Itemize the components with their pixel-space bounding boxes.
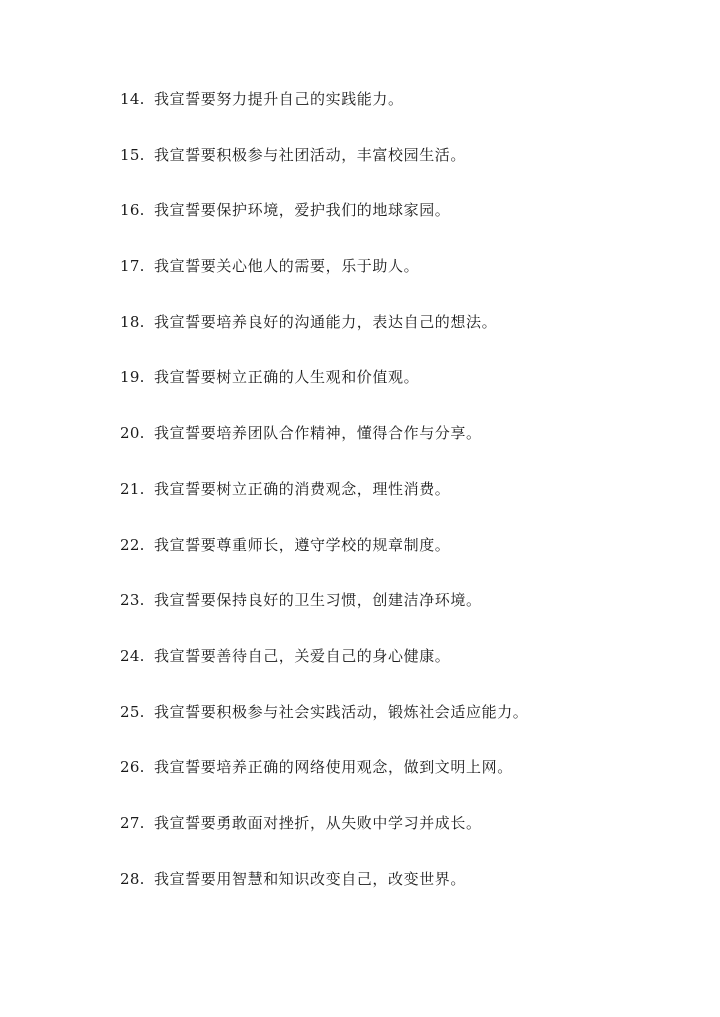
list-item xyxy=(120,810,528,866)
item-number: 17. xyxy=(120,257,145,276)
item-text: 我宣誓要树立正确的消费观念，理性消费。 xyxy=(154,479,451,498)
item-number: 18. xyxy=(120,312,145,331)
item-text: 我宣誓要勇敢面对挫折，从失败中学习并成长。 xyxy=(154,813,482,832)
item-text: 我宣誓要培养良好的沟通能力，表达自己的想法。 xyxy=(154,312,498,331)
oath-list xyxy=(120,86,528,921)
item-text: 我宣誓要善待自己，关爱自己的身心健康。 xyxy=(154,646,451,665)
item-text: 我宣誓要用智慧和知识改变自己，改变世界。 xyxy=(154,869,467,888)
item-text: 我宣誓要努力提升自己的实践能力。 xyxy=(154,90,404,108)
item-number: 14. xyxy=(120,90,145,108)
item-text: 我宣誓要保持良好的卫生习惯，创建洁净环境。 xyxy=(154,591,482,610)
list-item xyxy=(120,532,528,588)
list-item xyxy=(120,86,528,142)
list-item xyxy=(120,866,528,922)
item-text: 我宣誓要树立正确的人生观和价值观。 xyxy=(154,368,420,387)
item-text: 我宣誓要关心他人的需要，乐于助人。 xyxy=(154,257,420,276)
list-item xyxy=(120,420,528,476)
list-item xyxy=(120,587,528,643)
list-item xyxy=(120,197,528,253)
item-number: 19. xyxy=(120,368,145,387)
item-number: 24. xyxy=(120,646,145,665)
item-number: 23. xyxy=(120,591,145,610)
item-number: 20. xyxy=(120,424,145,443)
list-item xyxy=(120,309,528,365)
list-item xyxy=(120,643,528,699)
list-item xyxy=(120,364,528,420)
item-text: 我宣誓要培养团队合作精神，懂得合作与分享。 xyxy=(154,424,482,443)
item-number: 22. xyxy=(120,535,145,554)
item-number: 28. xyxy=(120,869,145,888)
item-number: 15. xyxy=(120,145,145,164)
item-text: 我宣誓要尊重师长，遵守学校的规章制度。 xyxy=(154,535,451,554)
item-number: 26. xyxy=(120,758,145,777)
item-text: 我宣誓要积极参与社会实践活动，锻炼社会适应能力。 xyxy=(154,702,529,721)
item-number: 25. xyxy=(120,702,145,721)
item-number: 16. xyxy=(120,201,145,220)
item-text: 我宣誓要培养正确的网络使用观念，做到文明上网。 xyxy=(154,758,513,777)
list-item xyxy=(120,476,528,532)
list-item xyxy=(120,142,528,198)
list-item xyxy=(120,754,528,810)
list-item xyxy=(120,699,528,755)
item-text: 我宣誓要保护环境，爱护我们的地球家园。 xyxy=(154,201,451,220)
list-item xyxy=(120,253,528,309)
item-number: 27. xyxy=(120,813,145,832)
item-number: 21. xyxy=(120,479,145,498)
item-text: 我宣誓要积极参与社团活动，丰富校园生活。 xyxy=(154,145,467,164)
